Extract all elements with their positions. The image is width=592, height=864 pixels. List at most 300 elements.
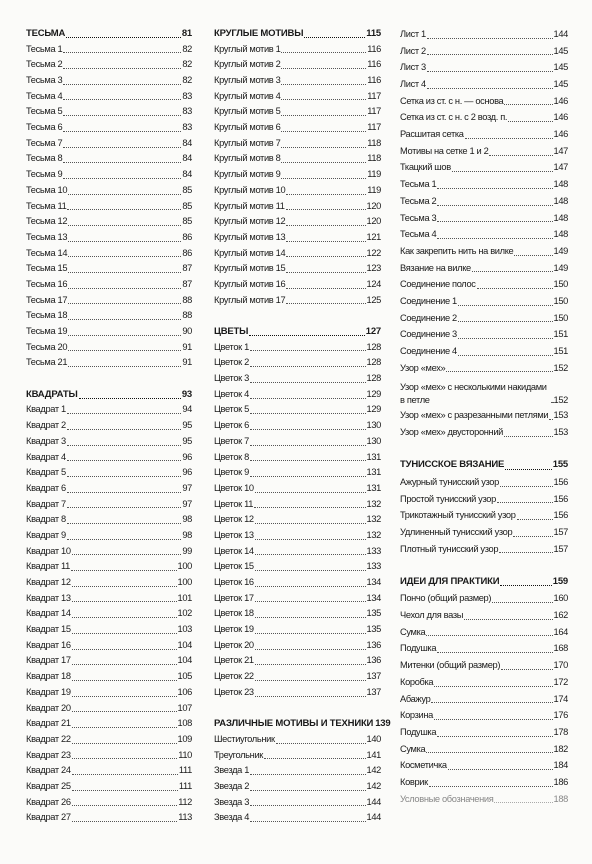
toc-entry[interactable] <box>400 276 568 293</box>
toc-entry[interactable] <box>26 167 192 183</box>
toc-entry[interactable] <box>400 691 568 708</box>
toc-entry-page: 120 <box>366 216 381 227</box>
toc-section <box>214 26 381 308</box>
toc-entry[interactable] <box>26 277 192 293</box>
toc-entry[interactable] <box>214 795 381 811</box>
dot-leader <box>72 649 177 650</box>
toc-entry[interactable] <box>400 674 568 691</box>
toc-entry-title: Квадрат 27 <box>26 812 71 823</box>
dot-leader <box>437 205 552 206</box>
toc-entry[interactable] <box>214 42 381 58</box>
toc-entry-title: Соединение 2 <box>400 312 457 323</box>
toc-entry-title: Цветок 11 <box>214 498 254 509</box>
toc-entry-page: 144 <box>366 812 381 823</box>
toc-entry[interactable] <box>26 622 192 638</box>
toc-entry-title: Шестиугольник <box>214 733 275 744</box>
toc-entry-page: 84 <box>182 137 192 148</box>
toc-entry[interactable] <box>400 226 568 243</box>
toc-entry-title: Тесьма 10 <box>26 184 68 195</box>
dot-leader <box>250 382 366 383</box>
toc-entry[interactable] <box>400 491 568 508</box>
dot-leader <box>72 586 177 587</box>
toc-entry[interactable] <box>26 654 192 670</box>
toc-entry[interactable] <box>214 387 381 403</box>
toc-entry[interactable] <box>214 669 381 685</box>
toc-entry[interactable] <box>26 810 192 826</box>
dot-leader <box>255 523 366 524</box>
toc-entry-page: 172 <box>553 676 568 687</box>
toc-entry-title: Круглый мотив 4 <box>214 90 281 101</box>
toc-entry-page: 131 <box>366 467 381 478</box>
dot-leader <box>458 338 553 339</box>
dot-leader <box>63 147 181 148</box>
toc-entry[interactable] <box>26 230 192 246</box>
toc-entry[interactable] <box>400 26 568 43</box>
dot-leader <box>497 502 553 503</box>
toc-entry[interactable] <box>400 424 568 441</box>
toc-entry[interactable] <box>400 360 568 377</box>
toc-entry-title: Квадрат 7 <box>26 498 66 509</box>
toc-entry[interactable] <box>26 497 192 513</box>
dot-leader <box>472 271 553 272</box>
toc-entry-page: 145 <box>553 62 568 73</box>
toc-entry[interactable] <box>26 403 192 419</box>
toc-entry-title: Подушка <box>400 726 437 737</box>
toc-entry-title: Цветок 4 <box>214 388 249 399</box>
toc-entry[interactable] <box>214 559 381 575</box>
toc-entry[interactable] <box>214 779 381 795</box>
toc-entry[interactable] <box>400 143 568 160</box>
dot-leader <box>286 225 365 226</box>
toc-entry[interactable] <box>214 403 381 419</box>
toc-entry[interactable] <box>400 293 568 310</box>
dot-leader <box>72 743 177 744</box>
toc-entry[interactable] <box>214 261 381 277</box>
toc-entry-page: 119 <box>367 184 381 195</box>
toc-entry[interactable] <box>400 93 568 110</box>
section-heading[interactable] <box>400 574 568 591</box>
section-heading[interactable] <box>26 26 192 42</box>
toc-entry[interactable] <box>214 277 381 293</box>
toc-entry[interactable] <box>400 590 568 607</box>
toc-entry-title: Треугольник <box>214 749 264 760</box>
toc-entry[interactable] <box>214 183 381 199</box>
toc-entry[interactable] <box>400 326 568 343</box>
toc-entry-page: 140 <box>366 733 381 744</box>
toc-entry-page: 107 <box>177 702 192 713</box>
section-heading[interactable] <box>214 324 381 340</box>
toc-entry[interactable] <box>214 167 381 183</box>
toc-entry-title: Квадрат 21 <box>26 718 71 729</box>
toc-entry-page: 108 <box>177 718 192 729</box>
toc-entry-title: Лист 4 <box>400 79 426 90</box>
toc-entry[interactable] <box>26 779 192 795</box>
dot-leader <box>250 774 366 775</box>
toc-entry-page: 164 <box>553 626 568 637</box>
toc-entry-page: 105 <box>177 671 192 682</box>
toc-entry-title: Лист 1 <box>400 28 426 39</box>
toc-entry-title: Квадрат 2 <box>26 420 66 431</box>
toc-entry-page: 122 <box>366 247 381 258</box>
toc-entry[interactable] <box>26 57 192 73</box>
toc-entry-page: 128 <box>366 341 381 352</box>
toc-entry[interactable] <box>26 732 192 748</box>
dot-leader <box>63 131 181 132</box>
section-gap <box>214 701 381 717</box>
toc-entry-title: Тесьма 5 <box>26 106 63 117</box>
toc-entry-title: Квадрат 17 <box>26 655 71 666</box>
dot-leader <box>286 303 365 304</box>
toc-entry[interactable] <box>26 355 192 371</box>
toc-entry[interactable] <box>400 607 568 624</box>
toc-entry-page: 128 <box>366 357 381 368</box>
toc-entry[interactable] <box>214 57 381 73</box>
toc-entry[interactable] <box>400 193 568 210</box>
toc-entry-title: Вязание на вилке <box>400 262 471 273</box>
section-heading-title: ТЕСЬМА <box>26 27 66 39</box>
toc-entry[interactable] <box>26 481 192 497</box>
toc-entry[interactable] <box>214 120 381 136</box>
toc-entry[interactable] <box>26 308 192 324</box>
toc-entry-title: Круглый мотив 13 <box>214 231 286 242</box>
toc-entry[interactable] <box>26 544 192 560</box>
dot-leader <box>549 419 552 420</box>
dot-leader <box>504 436 553 437</box>
toc-entry[interactable] <box>214 606 381 622</box>
dot-leader <box>446 371 552 372</box>
toc-entry[interactable] <box>400 657 568 674</box>
toc-entry-title: Условные обозначения <box>400 793 494 804</box>
toc-entry[interactable] <box>26 418 192 434</box>
toc-entry-title: Цветок 3 <box>214 373 249 384</box>
toc-entry[interactable] <box>400 126 568 143</box>
toc-entry[interactable] <box>214 544 381 560</box>
toc-entry-title: Корзина <box>400 710 433 721</box>
toc-entry-page: 157 <box>553 543 568 554</box>
toc-entry[interactable] <box>26 450 192 466</box>
toc-entry[interactable] <box>26 701 192 717</box>
dot-leader <box>448 769 553 770</box>
toc-entry[interactable] <box>214 230 381 246</box>
toc-entry-page: 148 <box>553 179 568 190</box>
toc-entry-title: Узор «мех» с разрезанными петлями <box>400 410 549 421</box>
toc-entry[interactable] <box>400 507 568 524</box>
dot-leader <box>72 774 178 775</box>
toc-entry[interactable] <box>26 559 192 575</box>
section-gap <box>214 308 381 324</box>
toc-entry[interactable] <box>214 465 381 481</box>
toc-entry-page: 83 <box>182 90 192 101</box>
dot-leader <box>500 585 551 586</box>
toc-entry-title: Тесьма 12 <box>26 216 68 227</box>
section-heading-title: ИДЕИ ДЛЯ ПРАКТИКИ <box>400 575 500 587</box>
section-heading[interactable] <box>26 387 192 403</box>
toc-entry-page: 88 <box>182 294 192 305</box>
toc-entry-page: 153 <box>553 410 568 421</box>
dot-leader <box>281 147 366 148</box>
toc-entry-page: 119 <box>367 169 381 180</box>
toc-entry[interactable] <box>26 152 192 168</box>
toc-entry[interactable] <box>400 343 568 360</box>
toc-entry[interactable] <box>26 763 192 779</box>
toc-entry[interactable] <box>214 199 381 215</box>
toc-entry[interactable] <box>26 434 192 450</box>
toc-entry[interactable] <box>214 497 381 513</box>
toc-entry-page: 142 <box>366 780 381 791</box>
section-heading-page: 155 <box>552 459 568 471</box>
dot-leader <box>254 507 365 508</box>
dot-leader <box>68 350 181 351</box>
dot-leader <box>63 178 181 179</box>
toc-entry-page: 125 <box>366 294 381 305</box>
toc-entry[interactable] <box>26 340 192 356</box>
toc-entry-page: 162 <box>553 610 568 621</box>
toc-entry[interactable] <box>400 774 568 791</box>
toc-entry-page: 83 <box>182 122 192 133</box>
toc-entry[interactable] <box>26 199 192 215</box>
toc-entry[interactable] <box>26 261 192 277</box>
toc-entry[interactable] <box>400 791 568 808</box>
toc-entry[interactable] <box>400 243 568 260</box>
toc-entry-page: 136 <box>366 639 381 650</box>
toc-entry[interactable] <box>26 73 192 89</box>
toc-entry-title: Круглый мотив 1 <box>214 43 281 54</box>
dot-leader <box>513 536 552 537</box>
toc-entry-title: Узор «мех» с несколькими накидами в петле <box>400 382 547 406</box>
toc-entry-page: 150 <box>553 279 568 290</box>
toc-entry-title: Цветок 5 <box>214 404 249 415</box>
toc-entry[interactable] <box>400 407 568 424</box>
toc-entry[interactable] <box>26 214 192 230</box>
toc-entry[interactable] <box>26 42 192 58</box>
toc-entry[interactable] <box>26 716 192 732</box>
toc-entry[interactable] <box>26 795 192 811</box>
toc-entry[interactable] <box>26 669 192 685</box>
toc-entry[interactable] <box>214 89 381 105</box>
toc-entry[interactable] <box>400 176 568 193</box>
toc-entry-title: Квадрат 11 <box>26 561 70 572</box>
toc-entry[interactable] <box>214 355 381 371</box>
toc-entry-title: Цветок 2 <box>214 357 249 368</box>
dot-leader <box>255 492 366 493</box>
toc-entry-page: 94 <box>182 404 192 415</box>
dot-leader <box>427 38 553 39</box>
toc-entry[interactable] <box>400 43 568 60</box>
toc-entry[interactable] <box>26 89 192 105</box>
toc-entry[interactable] <box>400 260 568 277</box>
toc-entry[interactable] <box>26 136 192 152</box>
toc-entry[interactable] <box>214 450 381 466</box>
toc-entry-title: Цветок 16 <box>214 577 254 588</box>
toc-entry[interactable] <box>214 748 381 764</box>
toc-entry-title: Цветок 22 <box>214 671 254 682</box>
section-heading[interactable] <box>400 457 568 474</box>
toc-entry-title: Лист 3 <box>400 62 426 73</box>
section-heading[interactable] <box>214 716 391 732</box>
toc-entry-page: 116 <box>367 59 381 70</box>
toc-entry-page: 135 <box>366 608 381 619</box>
toc-entry-title: Цветок 21 <box>214 655 254 666</box>
dot-leader <box>437 238 552 239</box>
toc-entry[interactable] <box>214 512 381 528</box>
dot-leader <box>434 719 553 720</box>
toc-entry[interactable] <box>26 324 192 340</box>
toc-entry-page: 110 <box>178 749 192 760</box>
dot-leader <box>281 178 366 179</box>
toc-entry-title: Тесьма 16 <box>26 278 68 289</box>
toc-entry-title: Цветок 1 <box>214 341 249 352</box>
toc-entry-title: Соединение 1 <box>400 295 457 306</box>
toc-entry[interactable] <box>214 528 381 544</box>
toc-entry-title: Тесьма 4 <box>26 90 63 101</box>
toc-entry[interactable] <box>214 654 381 670</box>
toc-entry[interactable] <box>26 638 192 654</box>
toc-entry-page: 170 <box>553 660 568 671</box>
toc-entry[interactable] <box>400 109 568 126</box>
toc-entry[interactable] <box>26 293 192 309</box>
toc-entry[interactable] <box>214 152 381 168</box>
toc-entry-page: 174 <box>553 693 568 704</box>
toc-entry[interactable] <box>400 376 568 407</box>
toc-entry[interactable] <box>400 59 568 76</box>
toc-entry[interactable] <box>214 575 381 591</box>
dot-leader <box>72 664 177 665</box>
dot-leader <box>255 649 366 650</box>
dot-leader <box>281 99 366 100</box>
dot-leader <box>250 429 366 430</box>
toc-entry[interactable] <box>214 434 381 450</box>
dot-leader <box>63 115 181 116</box>
section-heading-title: ТУНИССКОЕ ВЯЗАНИЕ <box>400 459 505 471</box>
toc-entry-title: Соединение полос <box>400 279 476 290</box>
toc-entry[interactable] <box>214 591 381 607</box>
toc-entry-title: Тесьма 6 <box>26 122 63 133</box>
toc-entry[interactable] <box>400 757 568 774</box>
toc-entry[interactable] <box>26 246 192 262</box>
toc-entry[interactable] <box>26 120 192 136</box>
dot-leader <box>505 469 552 470</box>
toc-entry[interactable] <box>26 528 192 544</box>
toc-entry[interactable] <box>400 541 568 558</box>
toc-entry[interactable] <box>214 340 381 356</box>
toc-entry-page: 111 <box>178 765 192 776</box>
toc-entry-title: Коробка <box>400 676 434 687</box>
toc-entry[interactable] <box>400 724 568 741</box>
toc-entry[interactable] <box>214 104 381 120</box>
toc-entry-title: Квадрат 20 <box>26 702 71 713</box>
toc-entry[interactable] <box>214 418 381 434</box>
toc-entry-page: 146 <box>553 129 568 140</box>
toc-entry-page: 150 <box>553 295 568 306</box>
toc-entry-title: Подушка <box>400 643 437 654</box>
toc-entry-page: 178 <box>553 726 568 737</box>
toc-entry-page: 85 <box>182 216 192 227</box>
toc-entry[interactable] <box>26 606 192 622</box>
toc-entry[interactable] <box>400 160 568 177</box>
toc-entry[interactable] <box>214 481 381 497</box>
toc-entry[interactable] <box>26 575 192 591</box>
toc-entry[interactable] <box>214 638 381 654</box>
toc-entry[interactable] <box>214 685 381 701</box>
dot-leader <box>68 319 181 320</box>
toc-entry-page: 137 <box>366 686 381 697</box>
toc-entry-title: Тесьма 1 <box>400 179 437 190</box>
dot-leader <box>464 619 552 620</box>
toc-entry[interactable] <box>214 246 381 262</box>
toc-entry[interactable] <box>400 741 568 758</box>
toc-entry-page: 100 <box>177 577 192 588</box>
dot-leader <box>517 519 553 520</box>
toc-entry[interactable] <box>26 591 192 607</box>
toc-entry[interactable] <box>214 371 381 387</box>
toc-entry-title: Коврик <box>400 776 428 787</box>
toc-entry[interactable] <box>26 465 192 481</box>
toc-entry[interactable] <box>400 524 568 541</box>
toc-entry[interactable] <box>26 183 192 199</box>
toc-entry[interactable] <box>400 210 568 227</box>
toc-entry[interactable] <box>214 732 381 748</box>
dot-leader <box>68 272 181 273</box>
toc-entry-title: Мотивы на сетке 1 и 2 <box>400 145 489 156</box>
toc-entry-page: 132 <box>366 498 381 509</box>
dot-leader <box>281 84 366 85</box>
toc-entry-title: Сумка <box>400 743 426 754</box>
toc-entry[interactable] <box>400 640 568 657</box>
toc-entry[interactable] <box>26 748 192 764</box>
section-heading-page: 93 <box>181 388 192 400</box>
dot-leader <box>68 194 181 195</box>
toc-entry-page: 86 <box>182 247 192 258</box>
section-heading-title: КРУГЛЫЕ МОТИВЫ <box>214 27 304 39</box>
dot-leader <box>250 398 366 399</box>
toc-entry-title: Трикотажный тунисский узор <box>400 510 516 521</box>
toc-entry[interactable] <box>26 685 192 701</box>
toc-entry[interactable] <box>214 136 381 152</box>
toc-entry[interactable] <box>214 810 381 826</box>
toc-entry[interactable] <box>400 76 568 93</box>
toc-entry-title: Круглый мотив 2 <box>214 59 281 70</box>
toc-entry[interactable] <box>400 310 568 327</box>
toc-entry-page: 88 <box>182 310 192 321</box>
dot-leader <box>250 445 366 446</box>
dot-leader <box>250 476 366 477</box>
section-gap <box>400 557 568 573</box>
dot-leader <box>255 554 366 555</box>
dot-leader <box>68 225 181 226</box>
section-heading[interactable] <box>214 26 381 42</box>
toc-entry[interactable] <box>214 293 381 309</box>
dot-leader <box>427 71 553 72</box>
section-gap <box>400 441 568 457</box>
toc-entry[interactable] <box>214 763 381 779</box>
toc-entry-page: 117 <box>367 106 381 117</box>
section-heading-title: КВАДРАТЫ <box>26 388 78 400</box>
toc-entry[interactable] <box>400 624 568 641</box>
dot-leader <box>71 570 177 571</box>
toc-entry-page: 182 <box>553 743 568 754</box>
toc-entry[interactable] <box>400 474 568 491</box>
toc-entry[interactable] <box>26 512 192 528</box>
toc-entry[interactable] <box>214 214 381 230</box>
dot-leader <box>281 131 366 132</box>
dot-leader <box>286 288 365 289</box>
toc-entry[interactable] <box>26 104 192 120</box>
dot-leader <box>500 486 553 487</box>
toc-entry[interactable] <box>214 622 381 638</box>
toc-entry[interactable] <box>400 707 568 724</box>
dot-leader <box>426 635 552 636</box>
toc-entry[interactable] <box>214 73 381 89</box>
